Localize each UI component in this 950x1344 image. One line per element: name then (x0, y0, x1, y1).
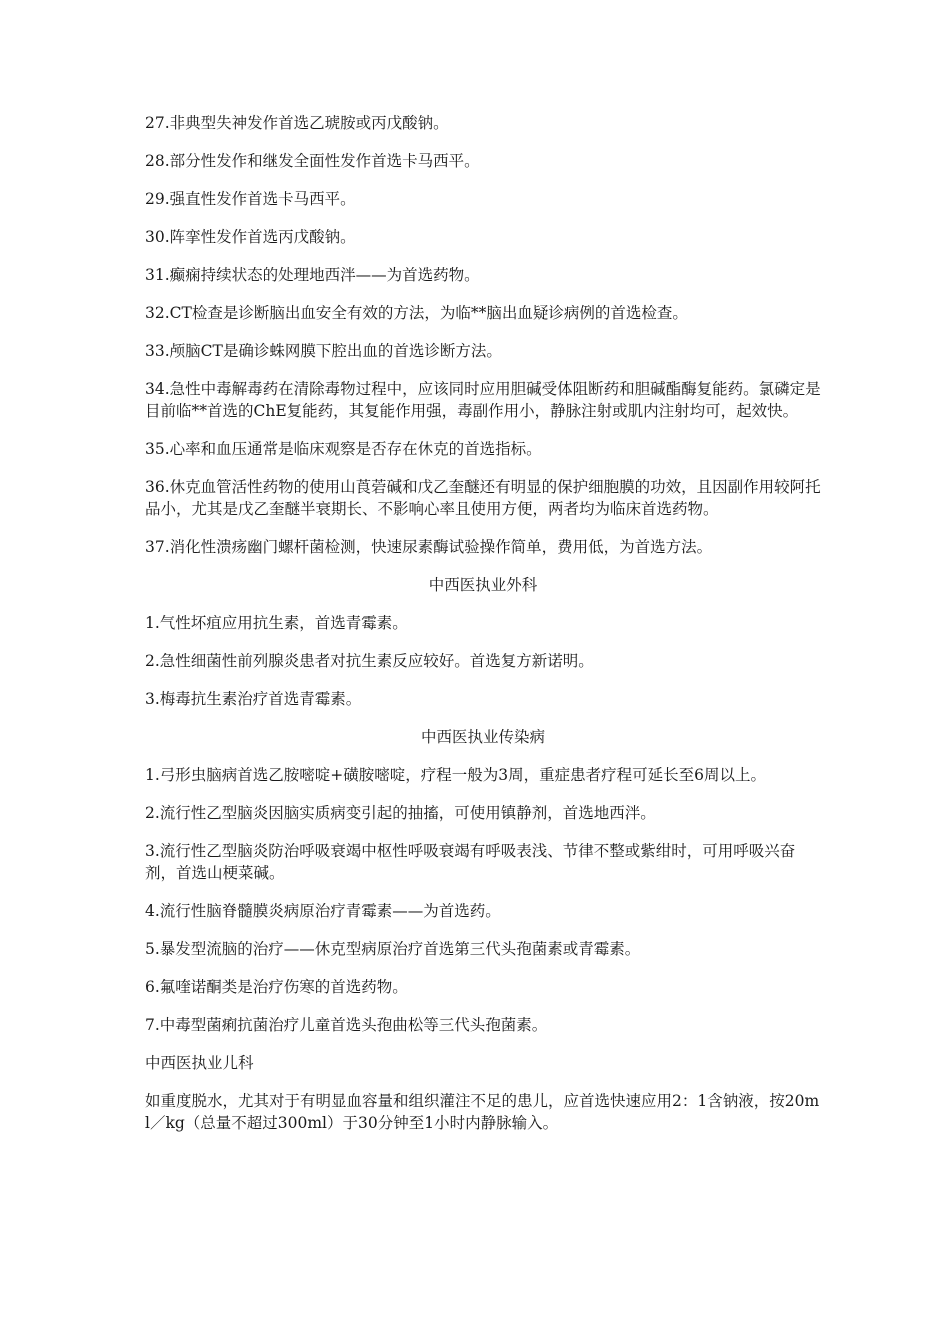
list-item: 5.暴发型流脑的治疗——休克型病原治疗首选第三代头孢菌素或青霉素。 (145, 940, 641, 958)
list-item: 2.流行性乙型脑炎因脑实质病变引起的抽搐，可使用镇静剂，首选地西泮。 (145, 804, 656, 822)
section-title-surgery: 中西医执业外科 (428, 576, 538, 594)
list-item: 30.阵挛性发作首选丙戊酸钠。 (145, 228, 356, 246)
section-title-infectious: 中西医执业传染病 (420, 728, 545, 746)
list-item: 37.消化性溃疡幽门螺杆菌检测，快速尿素酶试验操作简单，费用低，为首选方法。 (145, 538, 713, 556)
list-item: 29.强直性发作首选卡马西平。 (145, 190, 356, 208)
list-item: 如重度脱水，尤其对于有明显血容量和组织灌注不足的患儿，应首选快速应用2：1含钠液，按20ml／kg（总量不超过300ml）于30分钟至1小时内静脉输入。 (145, 1092, 820, 1132)
list-item: 4.流行性脑脊髓膜炎病原治疗青霉素——为首选药。 (145, 902, 501, 920)
list-item: 3.流行性乙型脑炎防治呼吸衰竭中枢性呼吸衰竭有呼吸表浅、节律不整或紫绀时，可用呼吸兴奋剂，首选山梗菜碱。 (145, 842, 796, 882)
list-item: 3.梅毒抗生素治疗首选青霉素。 (145, 690, 362, 708)
list-item: 35.心率和血压通常是临床观察是否存在休克的首选指标。 (145, 440, 542, 458)
section-title-pediatrics: 中西医执业儿科 (145, 1054, 254, 1072)
list-item: 28.部分性发作和继发全面性发作首选卡马西平。 (145, 152, 480, 170)
list-item: 1.气性坏疽应用抗生素，首选青霉素。 (145, 614, 408, 632)
list-item: 36.休克血管活性药物的使用山莨菪碱和戊乙奎醚还有明显的保护细胞膜的功效，且因副作用较阿托品小，尤其是戊乙奎醚半衰期长、不影响心率且使用方便，两者均为临床首选药物。 (145, 478, 821, 518)
list-item: 31.癫痫持续状态的处理地西泮——为首选药物。 (145, 266, 480, 284)
list-item: 33.颅脑CT是确诊蛛网膜下腔出血的首选诊断方法。 (145, 342, 502, 360)
list-item: 32.CT检查是诊断脑出血安全有效的方法，为临**脑出血疑诊病例的首选检查。 (145, 304, 688, 322)
list-item: 1.弓形虫脑病首选乙胺嘧啶+磺胺嘧啶，疗程一般为3周，重症患者疗程可延长至6周以上。 (145, 766, 767, 784)
list-item: 7.中毒型菌痢抗菌治疗儿童首选头孢曲松等三代头孢菌素。 (145, 1016, 548, 1034)
section-surgery (145, 574, 821, 710)
section-pediatrics (145, 1052, 821, 1134)
list-item: 2.急性细菌性前列腺炎患者对抗生素反应较好。首选复方新诺明。 (145, 652, 594, 670)
section-internal-medicine (145, 112, 821, 558)
list-item: 34.急性中毒解毒药在清除毒物过程中，应该同时应用胆碱受体阻断药和胆碱酯酶复能药。氯磷定是目前临**首选的ChE复能药，其复能作用强，毒副作用小，静脉注射或肌内注射均可，起效快。 (145, 380, 821, 420)
list-item: 27.非典型失神发作首选乙琥胺或丙戊酸钠。 (145, 114, 449, 132)
section-infectious-disease (145, 726, 821, 1036)
list-item: 6.氟喹诺酮类是治疗伤寒的首选药物。 (145, 978, 408, 996)
document-page (145, 112, 821, 1150)
